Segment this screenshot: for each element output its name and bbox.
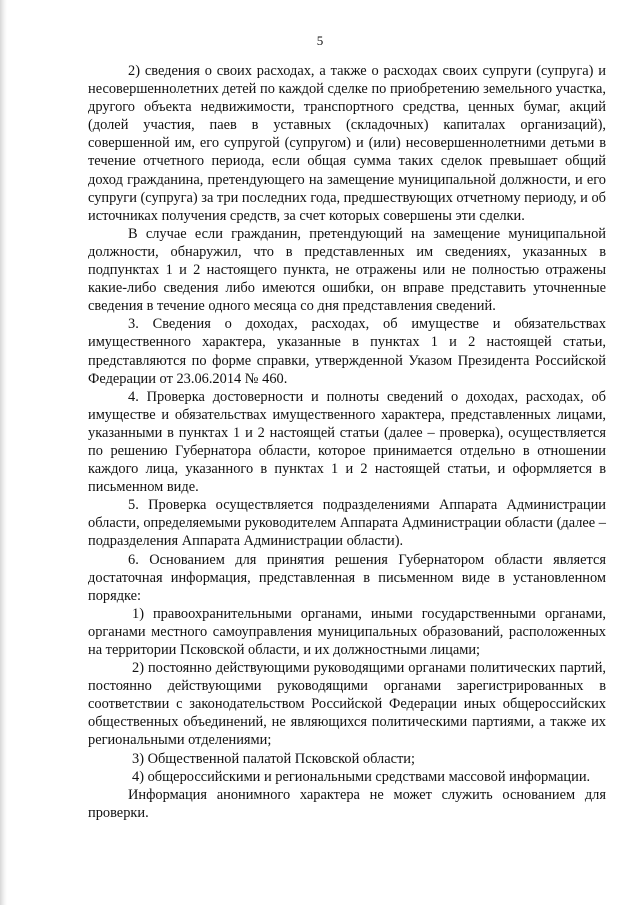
paragraph-anonymous: Информация анонимного характера не может служить основанием для проверки. xyxy=(88,786,606,821)
document-body xyxy=(88,62,606,822)
paragraph-6-item-4: 4) общероссийскими и региональными средствами массовой информации. xyxy=(132,768,591,785)
paragraph-5: 5. Проверка осуществляется подразделениями Аппарата Администрации области, определяемыми руководителем Аппарата Администрации области (далее – подразделения Аппарата Администрации области). xyxy=(88,497,606,550)
paragraph-6-item-3: 3) Общественной палатой Псковской области; xyxy=(132,750,415,767)
paragraph-3: 3. Сведения о доходах, расходах, об имуществе и обязательствах имущественного характера, указанные в пунктах 1 и 2 настоящей статьи, представляются по форме справки, утвержденной Указом Президента Российской Федерации от 23.06.2014 № 460. xyxy=(88,316,606,387)
paragraph-6-item-2: 2) постоянно действующими руководящими органами политических партий, постоянно действующими руководящими органами зарегистрированных в соответствии с законодательством Российской Федерации иных общероссийских общественных объединений, не являющихся политическими партиями, а также их региональными отделениями; xyxy=(88,660,606,749)
paragraph-6-item-1: 1) правоохранительными органами, иными государственными органами, органами местного самоуправления муниципальных образований, расположенных на территории Псковской области, и их должностными лицами; xyxy=(88,605,606,658)
scan-edge xyxy=(0,0,7,905)
paragraph-6: 6. Основанием для принятия решения Губернатором области является достаточная информация, представленная в письменном виде в установленном порядке: xyxy=(88,551,606,604)
paragraph-corrections: В случае если гражданин, претендующий на замещение муниципальной должности, обнаружил, что в представленных им сведениях, указанных в подпунктах 1 и 2 настоящего пункта, не отражены или не полностью отражены какие-либо сведения либо имеются ошибки, он вправе представить уточненные сведения в течение одного месяца со дня представления сведений. xyxy=(88,225,606,315)
page-number: 5 xyxy=(316,33,324,48)
paragraph-4: 4. Проверка достоверности и полноты сведений о доходах, расходах, об имуществе и обязательствах имущественного характера, представленных лицами, указанными в пунктах 1 и 2 настоящей статьи (далее – проверка), осуществляется по решению Губернатора области, которое принимается отдельно в отношении каждого лица, указанного в пунктах 1 и 2 настоящей статьи, и оформляется в письменном виде. xyxy=(88,388,606,496)
paragraph-expenses: 2) сведения о своих расходах, а также о расходах своих супруги (супруга) и несовершеннолетних детей по каждой сделке по приобретению земельного участка, другого объекта недвижимости, транспортного средства, ценных бумаг, акций (долей участия, паев в уставных (складочных) капиталах организаций), совершенной им, его супругой (супругом) и (или) несовершеннолетними детьми в течение отчетного периода, если общая сумма таких сделок превышает общий доход гражданина, претендующего на замещение муниципальной должности, и его супруги (супруга) за три последних года, предшествующих отчетному периоду, и об источниках получения средств, за счет которых совершены эти сделки. xyxy=(88,63,606,224)
